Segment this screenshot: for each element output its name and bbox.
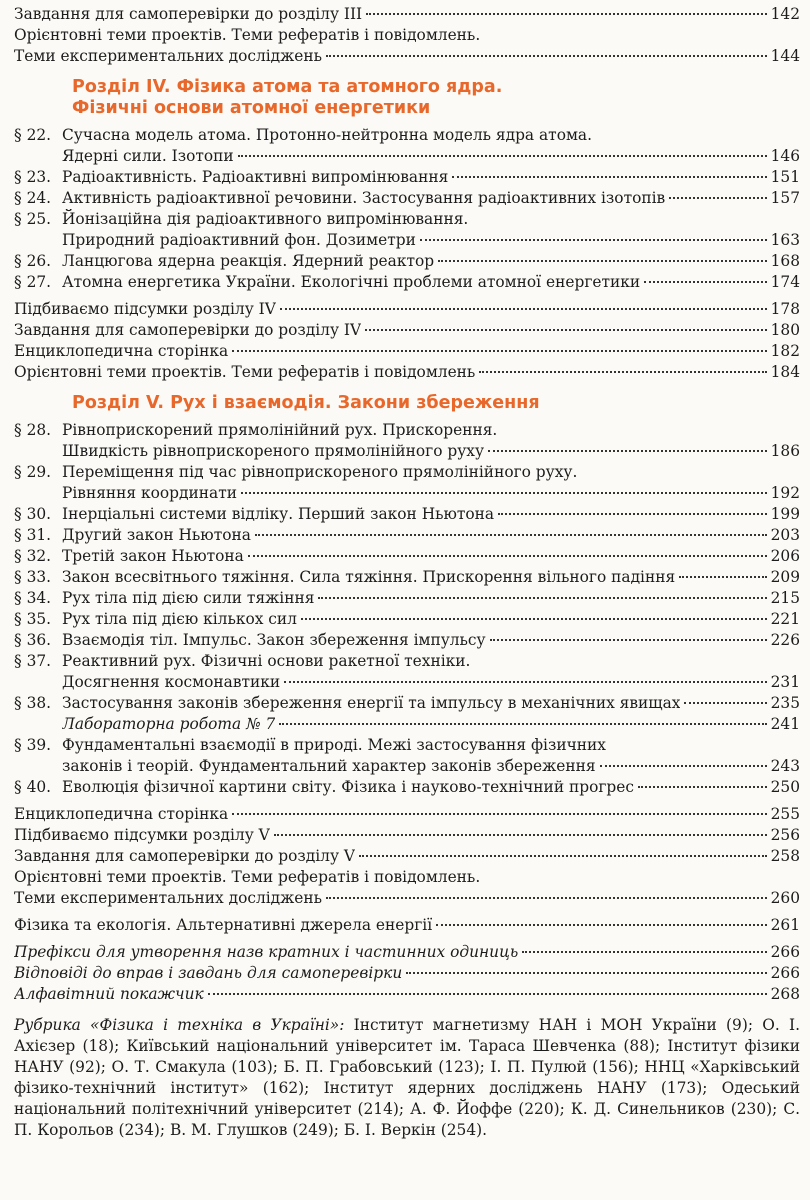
paragraph-number: § 23. <box>14 168 52 186</box>
toc-line <box>14 630 800 651</box>
leader-dots <box>644 281 766 283</box>
paragraph-number: § 39. <box>14 736 52 754</box>
toc-line <box>14 25 800 46</box>
paragraph-number: § 24. <box>14 189 52 207</box>
leader-dots <box>279 723 766 725</box>
page-number: 221 <box>770 610 800 628</box>
page-number: 266 <box>770 943 800 961</box>
page-number: 144 <box>770 47 800 65</box>
page-number: 215 <box>770 589 800 607</box>
entry-title: Алфавітний покажчик <box>14 985 204 1003</box>
toc-line <box>14 804 800 825</box>
section-5-heading: Розділ V. Рух і взаємодія. Закони збереження <box>72 393 540 413</box>
entry-title: Йонізаційна дія радіоактивного випромінювання. <box>62 210 469 228</box>
paragraph-number: § 22. <box>14 126 52 144</box>
toc-line <box>14 756 800 777</box>
toc-line <box>14 462 800 483</box>
toc-line <box>14 320 800 341</box>
paragraph-number: § 36. <box>14 631 52 649</box>
page-number: 235 <box>770 694 800 712</box>
entry-title: Підбиваємо підсумки розділу V <box>14 826 270 844</box>
toc-line <box>14 888 800 909</box>
entry-title: Рівноприскорений прямолінійний рух. Прискорення. <box>62 421 498 439</box>
entry-title: Другий закон Ньютона <box>62 526 251 544</box>
paragraph-number: § 26. <box>14 252 52 270</box>
toc-line <box>14 4 800 25</box>
toc-line <box>14 441 800 462</box>
toc-line <box>14 230 800 251</box>
entry-title: Фундаментальні взаємодії в природі. Межі застосування фізичних <box>62 736 606 754</box>
leader-dots <box>452 176 766 178</box>
page-number: 178 <box>770 300 800 318</box>
leader-dots <box>359 855 767 857</box>
toc-line <box>14 777 800 798</box>
page-number: 146 <box>770 147 800 165</box>
toc-line <box>14 209 800 230</box>
toc-line <box>14 362 800 383</box>
section-5-extras <box>14 804 800 909</box>
toc-line <box>14 867 800 888</box>
leader-dots <box>318 597 766 599</box>
section-4-extras <box>14 299 800 383</box>
leader-dots <box>522 951 766 953</box>
page-number: 250 <box>770 778 800 796</box>
entry-title: Енциклопедична сторінка <box>14 342 229 360</box>
page-number: 180 <box>770 321 800 339</box>
toc-line <box>14 984 800 1005</box>
page-number: 243 <box>770 757 800 775</box>
entry-title: Досягнення космонавтики <box>62 673 281 691</box>
toc-line <box>14 299 800 320</box>
toc-line <box>14 942 800 963</box>
page-number: 184 <box>770 363 800 381</box>
entry-title: Ланцюгова ядерна реакція. Ядерний реактор <box>62 252 435 270</box>
entry-title: Рух тіла під дією сили тяжіння <box>62 589 315 607</box>
toc-line <box>14 420 800 441</box>
toc-line <box>14 46 800 67</box>
toc-line <box>14 825 800 846</box>
page-number: 203 <box>770 526 800 544</box>
paragraph-number: § 37. <box>14 652 52 670</box>
page-number: 255 <box>770 805 800 823</box>
entry-title: Орієнтовні теми проектів. Теми рефератів і повідомлень. <box>14 868 481 886</box>
footer-text: Інститут магнетизму НАН і МОН України (9); О. І. Ахієзер (18); Київський національний університет ім. Тараса Шевченка (88); Інститут фізики НАНУ (92); О. Т. Смакула (103); Б. П. Грабовський (123); І. П. Пулюй (156); ННЦ «Харківський фізико-технічний інститут» (162); Інститут ядерних досліджень НАНУ (173); Одеський національний політехнічний університет (214); А. Ф. Йоффе (220); К. Д. Синельников (230); С. П. Корольов (234); В. М. Глушков (249); Б. І. Веркін (254). <box>14 1016 800 1139</box>
entry-title: Інерціальні системи відліку. Перший закон Ньютона <box>62 505 495 523</box>
paragraph-number: § 31. <box>14 526 52 544</box>
toc-line <box>14 251 800 272</box>
entry-title: Лабораторна робота № 7 <box>62 715 276 733</box>
section-4-heading-line2: Фізичні основи атомної енергетики <box>72 98 431 118</box>
page-number: 260 <box>770 889 800 907</box>
toc-line <box>14 846 800 867</box>
toc-line <box>14 735 800 756</box>
leader-dots <box>274 834 767 836</box>
toc-line <box>14 651 800 672</box>
paragraph-number: § 25. <box>14 210 52 228</box>
leader-dots <box>255 534 767 536</box>
leader-dots <box>488 450 767 452</box>
entry-title: Префікси для утворення назв кратних і частинних одиниць <box>14 943 519 961</box>
section-4-heading-line1: Розділ IV. Фізика атома та атомного ядра. <box>72 77 503 97</box>
toc-line <box>14 672 800 693</box>
page-number: 163 <box>770 231 800 249</box>
page-number: 268 <box>770 985 800 1003</box>
entry-title: Енциклопедична сторінка <box>14 805 229 823</box>
toc-line <box>14 567 800 588</box>
leader-dots <box>406 972 766 974</box>
leader-dots <box>479 371 766 373</box>
leader-dots <box>248 555 767 557</box>
toc-line <box>14 588 800 609</box>
page-number: 209 <box>770 568 800 586</box>
paragraph-number: § 40. <box>14 778 52 796</box>
entry-title: Фізика та екологія. Альтернативні джерела енергії <box>14 916 433 934</box>
entry-title: Активність радіоактивної речовини. Застосування радіоактивних ізотопів <box>62 189 666 207</box>
toc-line <box>14 483 800 504</box>
toc-line <box>14 341 800 362</box>
page-number: 182 <box>770 342 800 360</box>
page-number: 192 <box>770 484 800 502</box>
paragraph-number: § 33. <box>14 568 52 586</box>
entry-title: Третій закон Ньютона <box>62 547 244 565</box>
toc-line <box>14 272 800 293</box>
leader-dots <box>301 618 767 620</box>
entry-title: Рух тіла під дією кількох сил <box>62 610 297 628</box>
paragraph-number: § 30. <box>14 505 52 523</box>
entry-title: Застосування законів збереження енергії та імпульсу в механічних явищах <box>62 694 681 712</box>
page-number: 231 <box>770 673 800 691</box>
page-number: 151 <box>770 168 800 186</box>
top-entries <box>14 4 800 67</box>
entry-title: Ядерні сили. Ізотопи <box>62 147 234 165</box>
page-number: 186 <box>770 442 800 460</box>
ecology-entry <box>14 915 800 936</box>
entry-title: Відповіді до вправ і завдань для самоперевірки <box>14 964 403 982</box>
paragraph-number: § 34. <box>14 589 52 607</box>
entry-title: Орієнтовні теми проектів. Теми рефератів і повідомлень <box>14 363 476 381</box>
leader-dots <box>241 492 767 494</box>
leader-dots <box>679 576 766 578</box>
entry-title: Взаємодія тіл. Імпульс. Закон збереження імпульсу <box>62 631 486 649</box>
leader-dots <box>490 639 767 641</box>
appendix-entries <box>14 942 800 1005</box>
entry-title: Закон всесвітнього тяжіння. Сила тяжіння. Прискорення вільного падіння <box>62 568 676 586</box>
toc-line <box>14 146 800 167</box>
leader-dots <box>438 260 767 262</box>
toc-line <box>14 125 800 146</box>
page-number: 199 <box>770 505 800 523</box>
paragraph-number: § 35. <box>14 610 52 628</box>
leader-dots <box>365 329 767 331</box>
entry-title: Підбиваємо підсумки розділу IV <box>14 300 276 318</box>
page-number: 174 <box>770 273 800 291</box>
toc-line <box>14 915 800 936</box>
paragraph-number: § 38. <box>14 694 52 712</box>
leader-dots <box>208 993 767 995</box>
leader-dots <box>232 350 766 352</box>
page-number: 142 <box>770 5 800 23</box>
toc-line <box>14 693 800 714</box>
leader-dots <box>638 786 767 788</box>
leader-dots <box>232 813 766 815</box>
page-number: 226 <box>770 631 800 649</box>
page-number: 256 <box>770 826 800 844</box>
entry-title: Природний радіоактивний фон. Дозиметри <box>62 231 416 249</box>
page-number: 266 <box>770 964 800 982</box>
footer-rubric-note <box>14 1015 800 1141</box>
leader-dots <box>284 681 766 683</box>
entry-title: Атомна енергетика України. Екологічні проблеми атомної енергетики <box>62 273 641 291</box>
entry-title: законів і теорій. Фундаментальний характер законів збереження <box>62 757 596 775</box>
page-number: 261 <box>770 916 800 934</box>
toc-line <box>14 504 800 525</box>
page-number: 258 <box>770 847 800 865</box>
paragraph-number: § 32. <box>14 547 52 565</box>
leader-dots <box>238 155 767 157</box>
toc-line <box>14 525 800 546</box>
entry-title: Швидкість рівноприскореного прямолінійного руху <box>62 442 485 460</box>
leader-dots <box>436 924 766 926</box>
entry-title: Сучасна модель атома. Протонно-нейтронна модель ядра атома. <box>62 126 592 144</box>
section-4-paragraphs <box>14 125 800 293</box>
leader-dots <box>366 13 766 15</box>
toc-line <box>14 167 800 188</box>
paragraph-number: § 27. <box>14 273 52 291</box>
page-number: 206 <box>770 547 800 565</box>
entry-title: Радіоактивність. Радіоактивні випромінювання <box>62 168 449 186</box>
leader-dots <box>600 765 767 767</box>
footer-label: Рубрика «Фізика і техніка в Україні»: <box>14 1016 345 1034</box>
entry-title: Еволюція фізичної картини світу. Фізика і науково-технічний прогрес <box>62 778 634 796</box>
section-4-heading <box>14 77 800 119</box>
entry-title: Завдання для самоперевірки до розділу III <box>14 5 363 23</box>
leader-dots <box>669 197 766 199</box>
leader-dots <box>498 513 767 515</box>
leader-dots <box>420 239 767 241</box>
entry-title: Завдання для самоперевірки до розділу IV <box>14 321 362 339</box>
entry-title: Орієнтовні теми проектів. Теми рефератів і повідомлень. <box>14 26 481 44</box>
page-number: 168 <box>770 252 800 270</box>
page-number: 157 <box>770 189 800 207</box>
entry-title: Теми експериментальних досліджень <box>14 47 323 65</box>
entry-title: Завдання для самоперевірки до розділу V <box>14 847 356 865</box>
toc-line <box>14 546 800 567</box>
leader-dots <box>326 897 767 899</box>
paragraph-number: § 29. <box>14 463 52 481</box>
paragraph-number: § 28. <box>14 421 52 439</box>
entry-title: Реактивний рух. Фізичні основи ракетної техніки. <box>62 652 471 670</box>
entry-title: Теми експериментальних досліджень <box>14 889 323 907</box>
toc-line <box>14 609 800 630</box>
leader-dots <box>684 702 766 704</box>
section-5-paragraphs <box>14 420 800 798</box>
leader-dots <box>280 308 767 310</box>
toc-line <box>14 963 800 984</box>
leader-dots <box>326 55 767 57</box>
entry-title: Переміщення під час рівноприскореного прямолінійного руху. <box>62 463 578 481</box>
toc-line <box>14 714 800 735</box>
toc-line <box>14 188 800 209</box>
page-number: 241 <box>770 715 800 733</box>
entry-title: Рівняння координати <box>62 484 237 502</box>
